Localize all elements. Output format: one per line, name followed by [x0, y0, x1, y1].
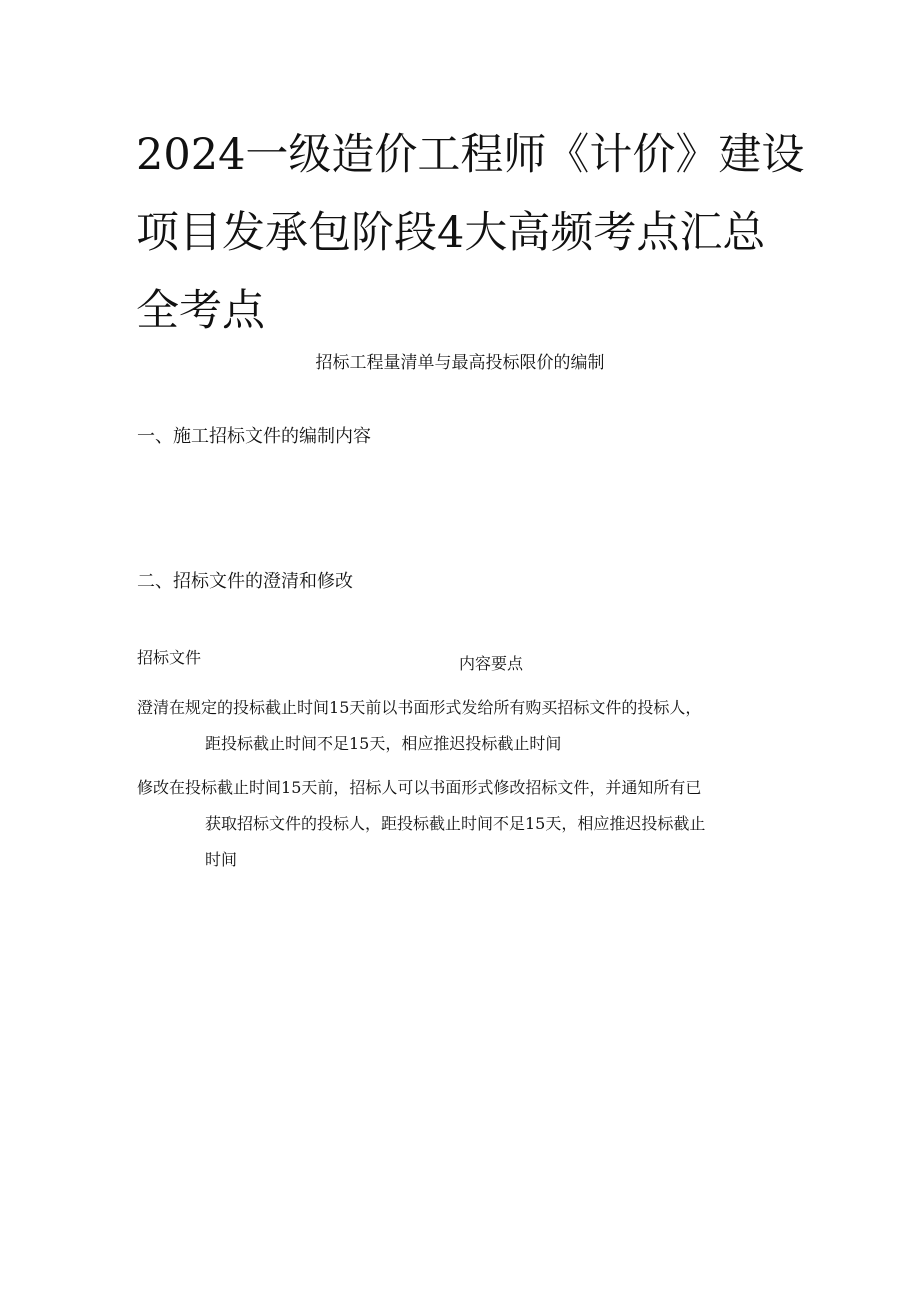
- heading-clarification-and-modification: 二、招标文件的澄清和修改: [137, 571, 353, 592]
- table-row: [137, 770, 797, 878]
- title-line-3: 全考点: [136, 286, 265, 336]
- table-header-key-points: 内容要点: [459, 654, 524, 673]
- title-line-1: 2024一级造价工程师《计价》建设: [136, 130, 805, 180]
- table-row: [137, 690, 797, 762]
- row-content-line: 距投标截止时间不足15天，相应推迟投标截止时间: [205, 734, 562, 753]
- row-label-clarification: 澄清: [137, 698, 170, 717]
- row-content-line: 时间: [205, 850, 238, 869]
- section-title: 招标工程量清单与最高投标限价的编制: [315, 353, 605, 373]
- row-label-modification: 修改: [137, 778, 170, 797]
- heading-bidding-document-content: 一、施工招标文件的编制内容: [137, 426, 371, 447]
- document-title: [136, 116, 805, 350]
- row-content-line: 获取招标文件的投标人，距投标截止时间不足15天，相应推迟投标截止: [205, 814, 706, 833]
- row-content-line: 在规定的投标截止时间15天前以书面形式发给所有购买招标文件的投标人，: [169, 698, 702, 717]
- table-header-bidding-document: 招标文件: [137, 648, 202, 667]
- title-line-2: 项目发承包阶段4大高频考点汇总: [136, 208, 766, 258]
- row-content-line: 在投标截止时间15天前，招标人可以书面形式修改招标文件，并通知所有已: [169, 778, 702, 797]
